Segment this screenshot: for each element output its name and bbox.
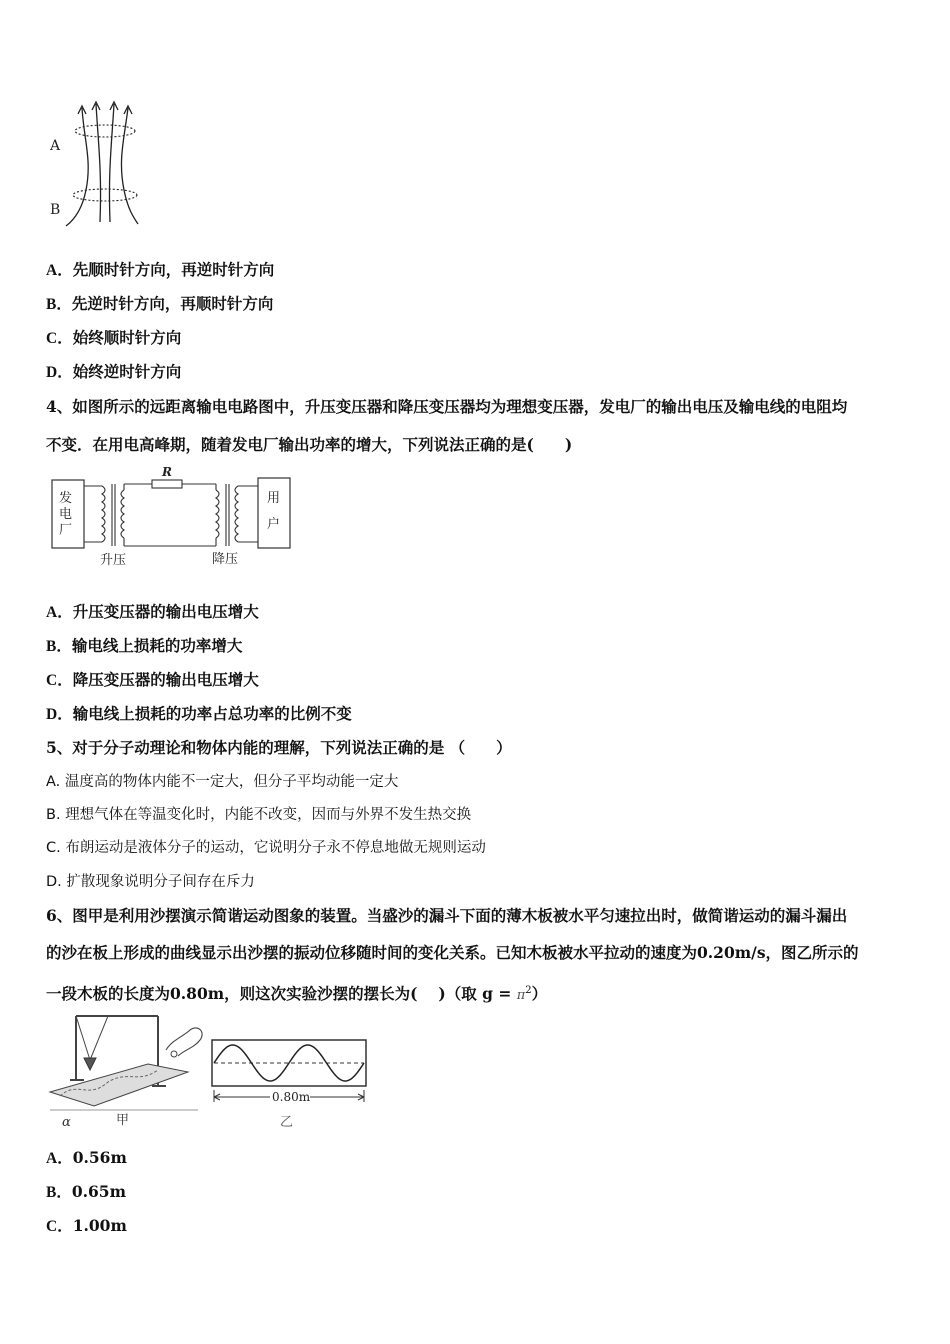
q4-option-d[interactable]: D．输电线上损耗的功率占总功率的比例不变 — [46, 704, 352, 723]
transmission-circuit-figure — [46, 464, 296, 574]
q3-option-d[interactable]: D．始终逆时针方向 — [46, 362, 182, 381]
sine-trace-figure — [208, 1036, 370, 1132]
coil-label-b: B — [50, 202, 61, 218]
q6-option-a[interactable]: A．0.56m — [46, 1148, 127, 1167]
q6-stem-line3: 一段木板的长度为0.80m，则这次实验沙摆的摆长为( )（取 $g = \pi^2$） — [46, 984, 548, 1004]
user-label-1: 用 — [267, 491, 281, 506]
q5-option-d[interactable]: D. 扩散现象说明分子间存在斥力 — [46, 874, 255, 890]
q5-option-a[interactable]: A. 温度高的物体内能不一定大，但分子平均动能一定大 — [46, 774, 399, 790]
q4-stem-line1: 4、如图所示的远距离输电电路图中，升压变压器和降压变压器均为理想变压器，发电厂的输出电压及输电线的电阻均 — [46, 397, 848, 416]
q4-option-a[interactable]: A．升压变压器的输出电压增大 — [46, 602, 259, 621]
pi-symbol: π — [516, 988, 526, 1004]
resistor-label: R — [162, 465, 172, 479]
q6-option-c[interactable]: C．1.00m — [46, 1216, 127, 1235]
sand-pendulum-figure — [48, 1010, 208, 1128]
coil-magnetic-field-figure — [44, 100, 154, 230]
q3-option-c[interactable]: C．始终顺时针方向 — [46, 328, 182, 347]
user-label-2: 户 — [267, 517, 281, 532]
q6-stem-line1: 6、图甲是利用沙摆演示简谐运动图象的装置。当盛沙的漏斗下面的薄木板被水平匀速拉出时，做简谐运动的漏斗漏出 — [46, 906, 848, 925]
q5-option-b[interactable]: B. 理想气体在等温变化时，内能不改变，因而与外界不发生热交换 — [46, 807, 472, 823]
q6-option-b[interactable]: B．0.65m — [46, 1182, 126, 1201]
plant-label-1: 发 — [59, 491, 73, 506]
step-down-caption: 降压 — [212, 552, 239, 567]
fig-jia-caption: 甲 — [116, 1113, 130, 1128]
q4-stem-line2: 不变．在用电高峰期，随着发电厂输出功率的增大，下列说法正确的是( ) — [46, 435, 573, 454]
q5-stem: 5、对于分子动理论和物体内能的理解，下列说法正确的是 （ ） — [46, 738, 512, 757]
q5-option-c[interactable]: C. 布朗运动是液体分子的运动，它说明分子永不停息地做无规则运动 — [46, 840, 486, 856]
fig-yi-caption: 乙 — [280, 1115, 294, 1130]
length-label: 0.80m — [272, 1090, 311, 1104]
q3-option-b[interactable]: B．先逆时针方向，再顺时针方向 — [46, 294, 274, 313]
q4-option-c[interactable]: C．降压变压器的输出电压增大 — [46, 670, 259, 689]
plant-label-3: 厂 — [59, 523, 73, 538]
q3-option-a[interactable]: A．先顺时针方向，再逆时针方向 — [46, 260, 275, 279]
plant-label-2: 电 — [59, 507, 73, 522]
fig-alpha-label: α — [62, 1115, 71, 1128]
coil-label-a: A — [50, 138, 61, 154]
q6-stem-line2: 的沙在板上形成的曲线显示出沙摆的振动位移随时间的变化关系。已知木板被水平拉动的速度为0.20m/s，图乙所示的 — [46, 943, 859, 962]
step-up-caption: 升压 — [100, 553, 127, 568]
q4-option-b[interactable]: B．输电线上损耗的功率增大 — [46, 636, 243, 655]
